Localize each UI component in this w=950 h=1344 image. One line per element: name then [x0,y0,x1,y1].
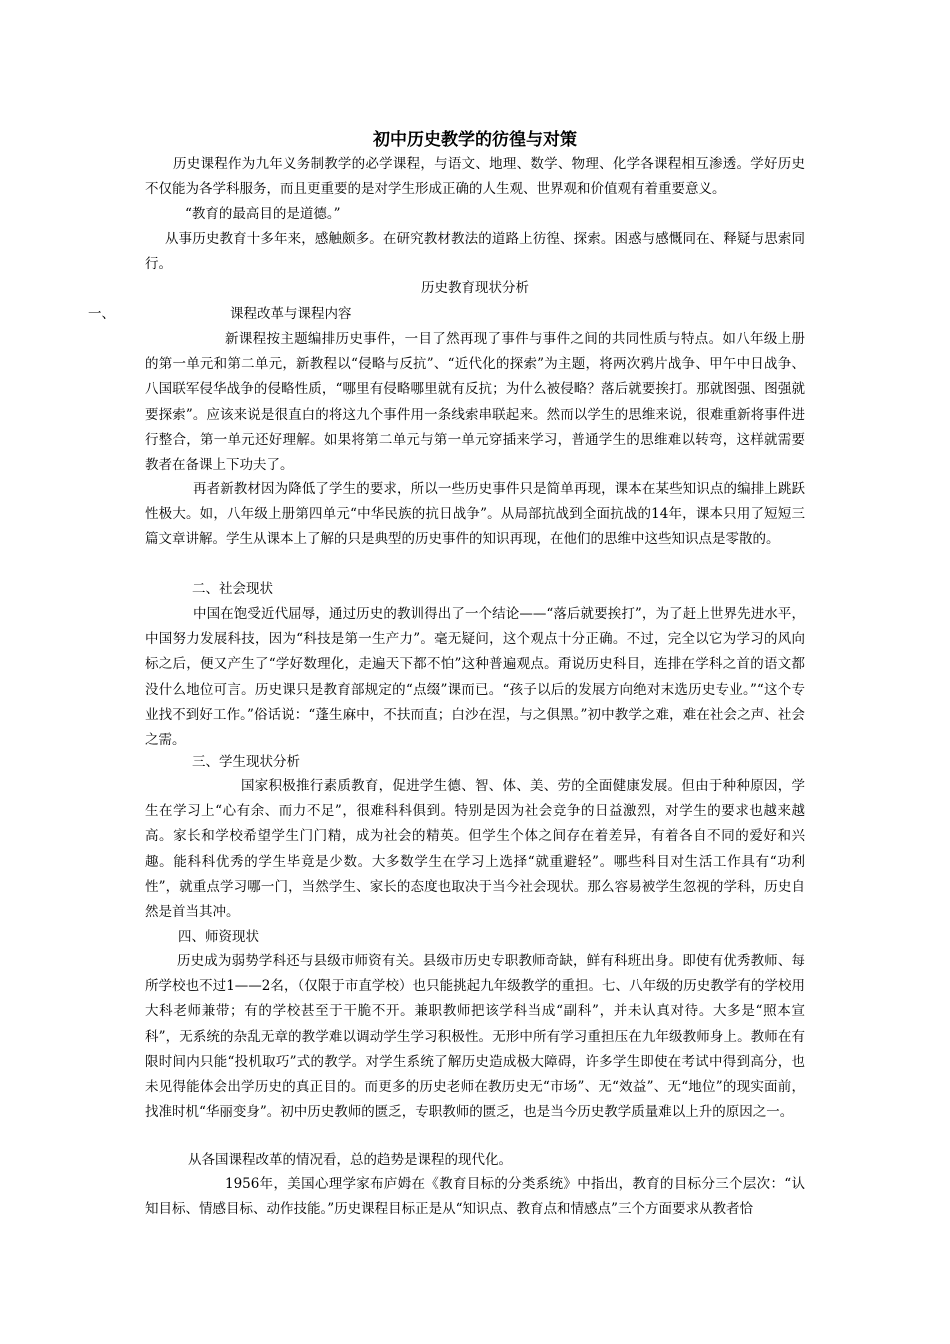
section1-number: 一、 [88,306,115,322]
intro-quote: “教育的最高目的是道德。” [185,206,341,222]
section2-heading: 二、社会现状 [192,581,273,597]
section4-paragraph-1: 历史成为弱势学科还与县级市师资有关。县级市历史专职教师奇缺，鲜有科班出身。即使有优秀教师、每所学校也不过1——2名，（仅限于市直学校）也只能挑起九年级教学的重担。七、八年级的历史教学有的学校用大科老师兼带；有的学校甚至于干脆不开。兼职教师把该学科当成“副科”，并未认真对待。大多是“照本宣科”，无系统的杂乱无章的教学难以调动学生学习积极性。无形中所有学习重担压在九年级教师身上。教师在有限时间内只能“投机取巧”式的教学。对学生系统了解历史造成极大障碍，许多学生即使在考试中得到高分，也未见得能体会出学历史的真正目的。而更多的历史老师在教历史无“市场”、无“效益”、无“地位”的现实面前，找准时机“华丽变身”。初中历史教师的匮乏，专职教师的匮乏，也是当今历史教学质量难以上升的原因之一。 [145,953,805,1121]
section1-paragraph-1: 新课程按主题编排历史事件，一目了然再现了事件与事件之间的共同性质与特点。如八年级上册的第一单元和第二单元，新教程以“侵略与反抗”、“近代化的探索”为主题，将两次鸦片战争、甲午中日战争、八国联军侵华战争的侵略性质，“哪里有侵略哪里就有反抗；为什么被侵略？落后就要挨打。那就图强、图强就要探索”。应该来说是很直白的将这九个事件用一条线索串联起来。然而以学生的思维来说，很难重新将事件进行整合，第一单元还好理解。如果将第二单元与第一单元穿插来学习，普通学生的思维难以转弯，这样就需要教者在备课上下功夫了。 [145,331,805,474]
document-title: 初中历史教学的彷徨与对策 [373,130,577,150]
section4-heading: 四、师资现状 [178,929,259,945]
section4-paragraph-2: 从各国课程改革的情况看，总的趋势是课程的现代化。 [188,1152,512,1168]
intro-paragraph: 历史课程作为九年义务制教学的必学课程，与语文、地理、数学、物理、化学各课程相互渗透。学好历史不仅能为各学科服务，而且更重要的是对学生形成正确的人生观、世界观和价值观有着重要意义。 [145,156,805,198]
section3-heading: 三、学生现状分析 [192,754,300,770]
section1-paragraph-2: 再者新教材因为降低了学生的要求，所以一些历史事件只是简单再现，课本在某些知识点的编排上跳跃性极大。如，八年级上册第四单元“中华民族的抗日战争”。从局部抗战到全面抗战的14年，课本只用了短短三篇文章讲解。学生从课本上了解的只是典型的历史事件的知识再现，在他们的思维中这些知识点是零散的。 [145,481,805,548]
analysis-heading: 历史教育现状分析 [421,280,529,296]
intro-paragraph-2: 从事历史教育十多年来，感触颇多。在研究教材教法的道路上彷徨、探索。困惑与感慨同在、释疑与思索同行。 [145,231,805,273]
section4-paragraph-3: 1956年，美国心理学家布庐姆在《教育目标的分类系统》中指出，教育的目标分三个层次：“认知目标、情感目标、动作技能。”历史课程目标正是从“知识点、教育点和情感点”三个方面要求从教者恰 [145,1176,805,1218]
section1-heading: 课程改革与课程内容 [230,306,352,322]
section3-paragraph-1: 国家积极推行素质教育，促进学生德、智、体、美、劳的全面健康发展。但由于种种原因，学生在学习上“心有余、而力不足”，很难科科俱到。特别是因为社会竞争的日益激烈，对学生的要求也越来越高。家长和学校希望学生门门精，成为社会的精英。但学生个体之间存在着差异，有着各自不同的爱好和兴趣。能科科优秀的学生毕竟是少数。大多数学生在学习上选择“就重避轻”。哪些科目对生活工作具有“功利性”，就重点学习哪一门，当然学生、家长的态度也取决于当今社会现状。那么容易被学生忽视的学科，历史自然是首当其冲。 [145,778,805,921]
section2-paragraph-1: 中国在饱受近代屈辱，通过历史的教训得出了一个结论——“落后就要挨打”，为了赶上世界先进水平，中国努力发展科技，因为“科技是第一生产力”。毫无疑问，这个观点十分正确。不过，完全以它为学习的风向标之后，便又产生了“学好数理化，走遍天下都不怕”这种普遍观点。甭说历史科目，连排在学科之首的语文都没什么地位可言。历史课只是教育部规定的“点缀”课而已。“孩子以后的发展方向绝对末选历史专业。”“这个专业找不到好工作。”俗话说：“蓬生麻中，不扶而直；白沙在涅，与之俱黑。”初中教学之难，难在社会之声、社会之需。 [145,606,805,749]
